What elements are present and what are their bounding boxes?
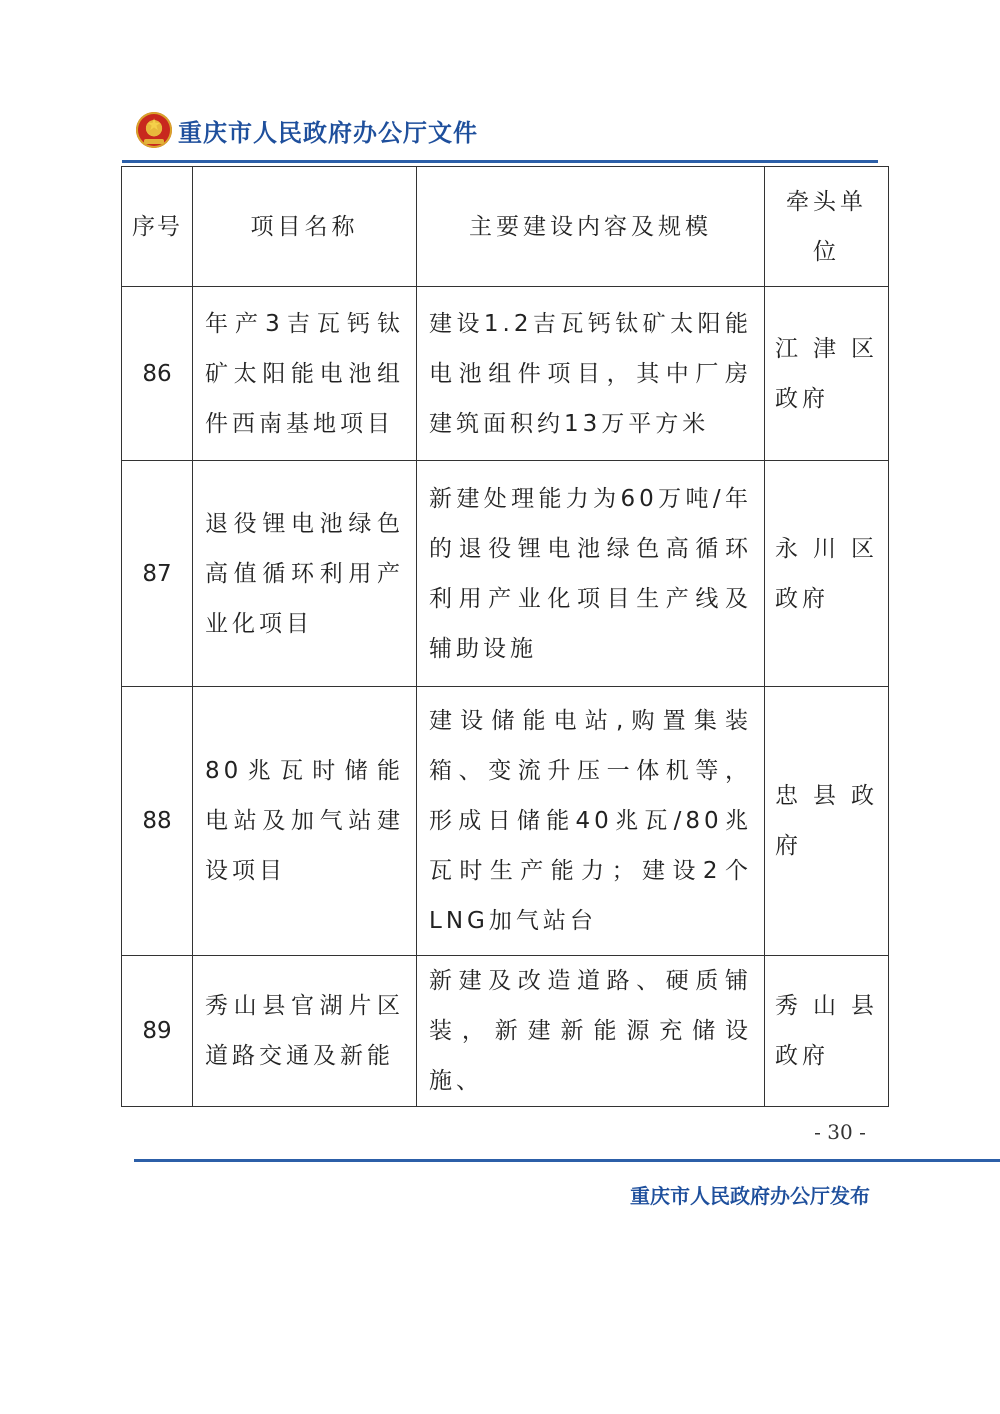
- table-row: [122, 687, 889, 956]
- column-header-unit: 牵头单位: [765, 167, 889, 287]
- project-name: 80兆瓦时储能电站及加气站建设项目: [193, 687, 417, 956]
- column-header-content: 主要建设内容及规模: [417, 167, 765, 287]
- page-number: - 30 -: [814, 1120, 866, 1144]
- column-header-name: 项目名称: [193, 167, 417, 287]
- lead-unit: 江津区政府: [765, 287, 889, 461]
- column-header-seq: 序号: [122, 167, 193, 287]
- project-name: 秀山县官湖片区道路交通及新能: [193, 956, 417, 1107]
- table-row: [122, 461, 889, 687]
- row-number: 88: [122, 687, 193, 956]
- lead-unit: 永川区政府: [765, 461, 889, 687]
- footer-divider: [134, 1159, 1000, 1162]
- project-name: 年产3吉瓦钙钛矿太阳能电池组件西南基地项目: [193, 287, 417, 461]
- project-table: [121, 166, 889, 1107]
- lead-unit: 秀山县政府: [765, 956, 889, 1107]
- national-emblem-icon: ★: [136, 112, 172, 148]
- document-header: [136, 112, 478, 148]
- row-number: 89: [122, 956, 193, 1107]
- project-content: 新建及改造道路、硬质铺装，新建新能源充储设施、: [417, 956, 765, 1107]
- table-row: [122, 956, 889, 1107]
- table-header-row: [122, 167, 889, 287]
- row-number: 86: [122, 287, 193, 461]
- project-content: 新建处理能力为60万吨/年的退役锂电池绿色高循环利用产业化项目生产线及辅助设施: [417, 461, 765, 687]
- row-number: 87: [122, 461, 193, 687]
- header-divider: [122, 160, 878, 163]
- project-name: 退役锂电池绿色高值循环利用产业化项目: [193, 461, 417, 687]
- project-content: 建设1.2吉瓦钙钛矿太阳能电池组件项目，其中厂房建筑面积约13万平方米: [417, 287, 765, 461]
- header-title: 重庆市人民政府办公厅文件: [178, 117, 478, 147]
- publisher-label: 重庆市人民政府办公厅发布: [630, 1184, 870, 1208]
- project-content: 建设储能电站,购置集装箱、变流升压一体机等，形成日储能40兆瓦/80兆瓦时生产能力；建设2个LNG加气站台: [417, 687, 765, 956]
- lead-unit: 忠县政府: [765, 687, 889, 956]
- table-row: [122, 287, 889, 461]
